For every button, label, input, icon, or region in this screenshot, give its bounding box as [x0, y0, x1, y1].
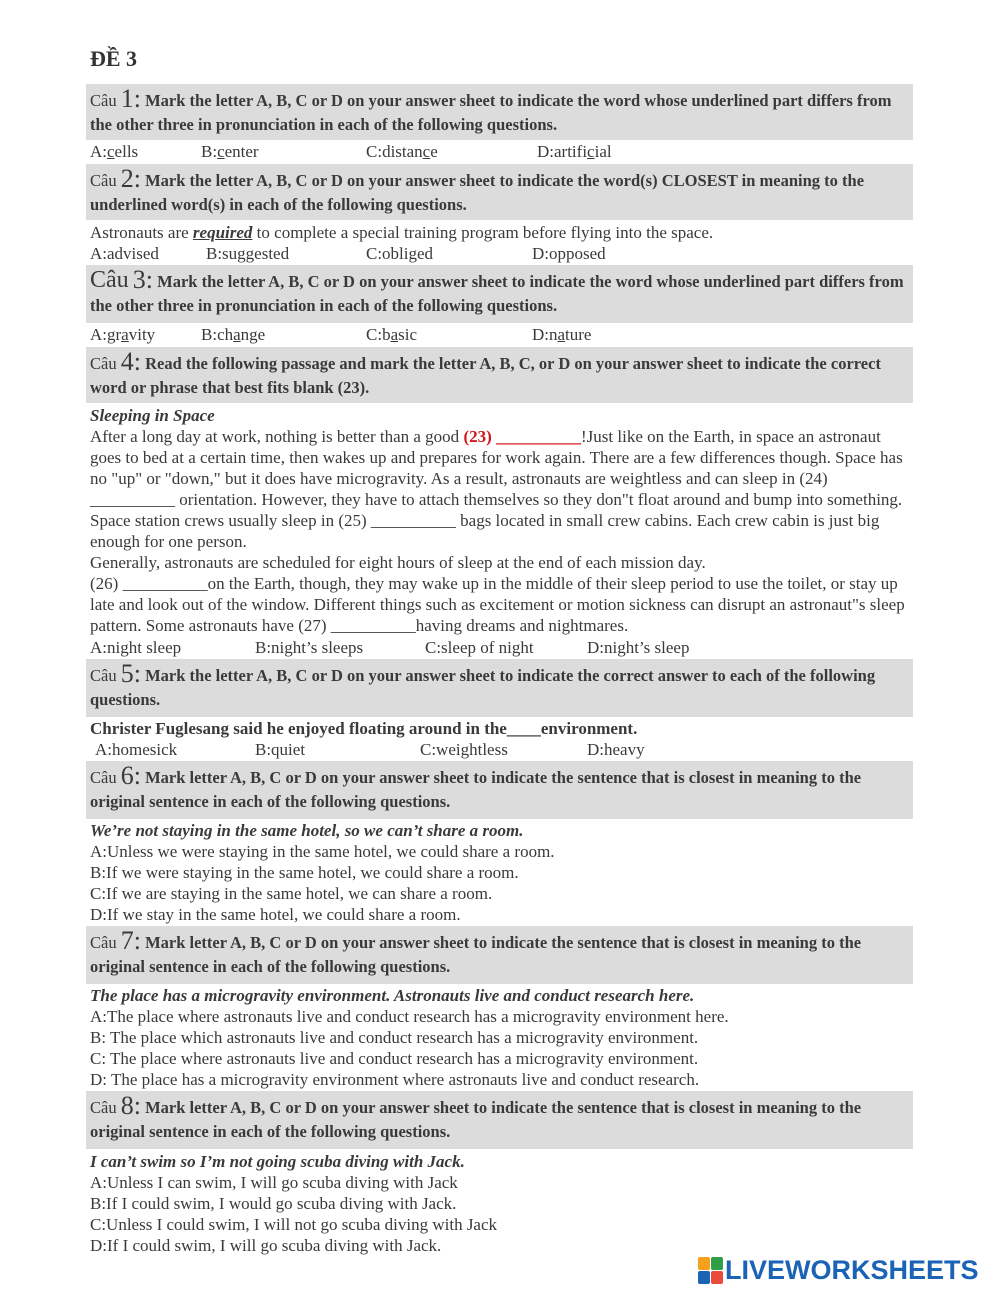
- question-instruction: Mark the letter A, B, C or D on your answer sheet to indicate the word(s) CLOSEST in meaning to the underlined word(s) in each of the following questions.: [90, 171, 865, 214]
- option-a[interactable]: A:homesick: [95, 740, 178, 759]
- option-d[interactable]: D:heavy: [587, 740, 645, 759]
- question-3-header: [86, 265, 913, 323]
- option-d[interactable]: D:artificial: [537, 142, 612, 161]
- option-d[interactable]: D:nature: [532, 325, 592, 344]
- question-label: Câu: [90, 768, 117, 787]
- underlined-word: required: [192, 223, 253, 242]
- option-c[interactable]: C:Unless I could swim, I will not go scuba diving with Jack: [90, 1215, 498, 1234]
- option-b[interactable]: B:night’s sleeps: [255, 638, 364, 657]
- reading-passage: [90, 405, 908, 636]
- question-instruction: Mark letter A, B, C or D on your answer sheet to indicate the sentence that is closest in meaning to the original sentence in each of the following questions.: [90, 933, 862, 976]
- question-8-sentence: I can’t swim so I’m not going scuba diving with Jack.: [90, 1152, 465, 1171]
- option-c[interactable]: C:obliged: [366, 244, 434, 263]
- option-b[interactable]: B:If I could swim, I would go scuba diving with Jack.: [90, 1194, 457, 1213]
- question-3-options: [90, 324, 910, 345]
- question-label: Câu: [90, 666, 117, 685]
- option-d[interactable]: D:night’s sleep: [587, 638, 690, 657]
- passage-paragraph-3: (26) __________on the Earth, though, they may wake up in the middle of their sleep period to use the toilet, or stay up late and look out of the window. Different things such as excitement or motion sickness can disrupt an astronaut"s sleep pattern. Some astronauts have (27) __________having dreams and nightmares.: [90, 574, 905, 635]
- question-5-header: [86, 659, 913, 717]
- logo-text: LIVEWORKSHEETS: [725, 1254, 979, 1285]
- question-number: 4:: [120, 347, 141, 376]
- option-c[interactable]: C:weightless: [420, 740, 508, 759]
- option-b[interactable]: B:suggested: [206, 244, 290, 263]
- question-7-header: [86, 926, 913, 984]
- option-a[interactable]: A:The place where astronauts live and conduct research has a microgravity environment here.: [90, 1007, 729, 1026]
- question-instruction: Mark the letter A, B, C or D on your answer sheet to indicate the word whose underlined part differs from the other three in pronunciation in each of the following questions.: [90, 272, 904, 315]
- question-2-sentence: Astronauts are required to complete a special training program before flying into the space.: [90, 223, 714, 242]
- question-4-options: [90, 637, 910, 658]
- option-d[interactable]: D: The place has a microgravity environment where astronauts live and conduct research.: [90, 1070, 700, 1089]
- question-instruction: Mark the letter A, B, C or D on your answer sheet to indicate the correct answer to each of the following questions.: [90, 666, 876, 709]
- question-1-header: [86, 84, 913, 140]
- passage-paragraph-2: Generally, astronauts are scheduled for eight hours of sleep at the end of each mission day.: [90, 553, 706, 572]
- question-5-sentence: Christer Fuglesang said he enjoyed floating around in the____environment.: [90, 719, 638, 738]
- liveworksheets-logo[interactable]: [698, 1255, 979, 1285]
- page-title: ĐỀ 3: [90, 46, 138, 71]
- option-b[interactable]: B:center: [201, 142, 259, 161]
- question-number: 8:: [120, 1091, 141, 1120]
- passage-paragraph-1: After a long day at work, nothing is better than a good (23) __________!Just like on the Earth, in space an astronaut goes to bed at a certain time, then wakes up and prepares for work again. There are a few differences though. Space has no "up" or "down," but it does have microgravity. As a result, astronauts are weightless and can sleep in (24) __________ orientation. However, they have to attach themselves so they don"t float around and bump into something. Space station crews usually sleep in (25) __________ bags located in small crew cabins. Each crew cabin is just big enough for one person.: [90, 427, 903, 551]
- option-a[interactable]: A:cells: [90, 142, 139, 161]
- question-number: 1:: [120, 84, 141, 113]
- passage-title: Sleeping in Space: [90, 406, 215, 425]
- option-c[interactable]: C: The place where astronauts live and conduct research has a microgravity environment.: [90, 1049, 699, 1068]
- option-d[interactable]: D:opposed: [532, 244, 606, 263]
- question-6-header: [86, 761, 913, 819]
- question-instruction: Read the following passage and mark the letter A, B, C, or D on your answer sheet to indicate the correct word or phrase that best fits blank (23).: [90, 354, 881, 397]
- question-4-header: [86, 347, 913, 403]
- option-a[interactable]: A:gravity: [90, 325, 156, 344]
- question-2-options: [90, 243, 910, 264]
- question-number: 5:: [120, 659, 141, 688]
- option-c[interactable]: C:distance: [366, 142, 438, 161]
- question-number: 3:: [132, 265, 154, 294]
- option-c[interactable]: C:basic: [366, 325, 417, 344]
- option-b[interactable]: B:change: [201, 325, 266, 344]
- option-a[interactable]: A:Unless I can swim, I will go scuba diving with Jack: [90, 1173, 458, 1192]
- question-5-options: [90, 739, 910, 760]
- question-instruction: Mark letter A, B, C or D on your answer sheet to indicate the sentence that is closest in meaning to the original sentence in each of the following questions.: [90, 768, 862, 811]
- question-label: Câu: [90, 267, 129, 293]
- question-8-header: [86, 1091, 913, 1149]
- option-b[interactable]: B:quiet: [255, 740, 306, 759]
- option-c[interactable]: C:If we are staying in the same hotel, we can share a room.: [90, 884, 493, 903]
- option-d[interactable]: D:If I could swim, I will go scuba diving with Jack.: [90, 1236, 442, 1255]
- option-a[interactable]: A:Unless we were staying in the same hotel, we could share a room.: [90, 842, 555, 861]
- question-2-header: [86, 164, 913, 220]
- question-7-sentence: The place has a microgravity environment. Astronauts live and conduct research here.: [90, 986, 695, 1005]
- option-b[interactable]: B:If we were staying in the same hotel, we could share a room.: [90, 863, 519, 882]
- question-number: 2:: [120, 164, 141, 193]
- question-label: Câu: [90, 354, 117, 373]
- option-a[interactable]: A:advised: [90, 244, 159, 263]
- question-instruction: Mark the letter A, B, C or D on your answer sheet to indicate the word whose underlined part differs from the other three in pronunciation in each of the following questions.: [90, 91, 892, 134]
- question-label: Câu: [90, 91, 117, 110]
- question-6-sentence: We’re not staying in the same hotel, so we can’t share a room.: [90, 821, 524, 840]
- option-b[interactable]: B: The place which astronauts live and conduct research has a microgravity environment.: [90, 1028, 699, 1047]
- question-label: Câu: [90, 171, 117, 190]
- option-d[interactable]: D:If we stay in the same hotel, we could share a room.: [90, 905, 461, 924]
- question-number: 6:: [120, 761, 141, 790]
- question-1-options: [90, 141, 910, 162]
- question-label: Câu: [90, 933, 117, 952]
- question-label: Câu: [90, 1098, 117, 1117]
- question-instruction: Mark letter A, B, C or D on your answer sheet to indicate the sentence that is closest in meaning to the original sentence in each of the following questions.: [90, 1098, 862, 1141]
- question-number: 7:: [120, 926, 141, 955]
- blank-23: (23) __________: [463, 427, 582, 446]
- option-c[interactable]: C:sleep of night: [425, 638, 534, 657]
- option-a[interactable]: A:night sleep: [90, 638, 182, 657]
- logo-blocks-icon: [698, 1257, 722, 1283]
